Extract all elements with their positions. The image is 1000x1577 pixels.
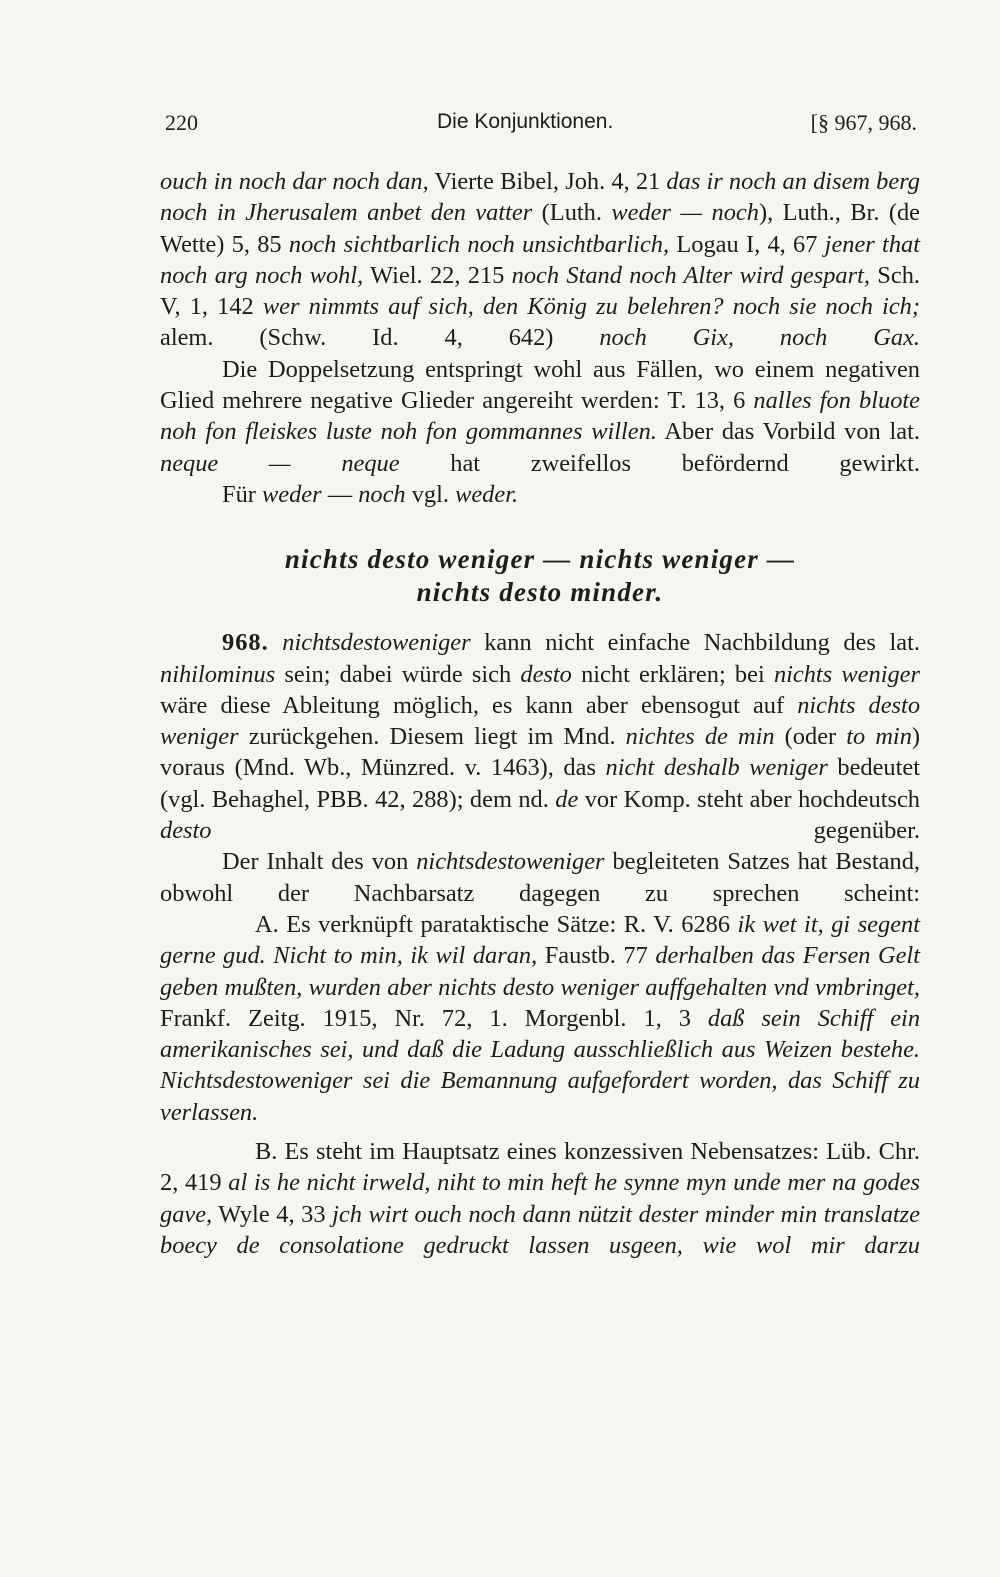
text-run: hat zweifellos befördernd gewirkt. [399, 449, 920, 477]
italic-quote: noch [358, 480, 406, 508]
text-run: B. Es steht im Hauptsatz eines konzessiven Nebensatzes: Lüb. Chr. 2, 419 [160, 1138, 920, 1197]
text-run: Vierte Bibel, Joh. 4, 21 [428, 168, 667, 195]
running-header [165, 110, 917, 142]
italic-quote: nihilominus [160, 660, 276, 688]
text-run: alem. (Schw. Id. 4, 642) [160, 324, 600, 352]
italic-quote: nichtes de min [625, 723, 775, 751]
italic-quote: noch Gix, noch Gax. [599, 324, 920, 352]
text-run: sein; dabei würde sich [275, 660, 521, 688]
italic-quote: ik wet it, gi segent gerne gud. Nicht to min, ik wil daran, [160, 910, 920, 970]
italic-quote: weder — noch [611, 199, 759, 227]
text-run: wäre diese Ableitung möglich, es kann aber ebensogut auf [160, 691, 798, 719]
italic-quote: noch Stand noch Alter wird gespart, [511, 261, 870, 289]
text-run: Die Doppelsetzung entspringt wohl aus Fällen, wo einem negativen Glied mehrere negative Glieder angereiht werden: T. 13, 6 [160, 355, 920, 415]
italic-quote: nichtsdestoweniger [282, 629, 471, 657]
text-run: (Luth. [532, 199, 612, 227]
text-run: begleiteten Satzes hat Bestand, obwohl der Nachbarsatz dagegen zu sprechen scheint: [160, 848, 920, 907]
italic-quote: nalles fon bluote noh fon fleiskes luste noh fon gommannes willen. [160, 387, 920, 446]
italic-quote: to min [846, 723, 912, 751]
italic-quote: desto [520, 660, 572, 688]
section-heading [160, 543, 920, 609]
paragraph-968-content [160, 846, 920, 909]
paragraph-968-b [160, 1136, 920, 1261]
italic-quote: daß sein Schiff ein amerikanisches sei, und daß die Ladung ausschließlich aus Weizen bestehe. Nichtsdestoweniger sei die Bemannung aufgefordert worden, das Schiff zu verlassen. [160, 1004, 921, 1126]
text-run: gegenüber. [211, 817, 920, 845]
text-run: ) voraus (Mnd. Wb., Münzred. v. 1463), das [160, 723, 921, 782]
italic-quote: neque — neque [160, 449, 400, 477]
italic-quote: das ir noch an disem berg noch in Jherusalem anbet den vatter [160, 168, 920, 227]
text-run: zurückgehen. Diesem liegt im Mnd. [238, 723, 626, 751]
paragraph-967-examples [160, 166, 920, 354]
paragraph-967-crossref [160, 479, 920, 510]
paragraph-968-a [160, 909, 920, 1128]
text-run: Logau I, 4, 67 [669, 230, 825, 258]
text-run: bedeutet (vgl. Behaghel, PBB. 42, 288); dem nd. [160, 754, 920, 813]
paragraph-967-explanation [160, 354, 920, 479]
running-title: Die Konjunktionen. [437, 110, 614, 133]
text-run: Sch. V, 1, 142 [160, 261, 920, 321]
text-run: vgl. [405, 480, 456, 508]
italic-quote: al is he nicht irweld, niht to min heft he synne myn unde mer na godes gave, [160, 1169, 920, 1228]
text-run: Frankf. Zeitg. 1915, Nr. 72, 1. Morgenbl. 1, 3 [160, 1004, 708, 1032]
paragraph-968-intro-text [160, 629, 920, 844]
italic-quote: jener that noch arg noch wohl, [160, 230, 921, 289]
italic-quote: weder. [455, 480, 519, 508]
page-number: 220 [165, 110, 198, 135]
text-run: A. Es verknüpft parataktische Sätze: R. V. 6286 [255, 910, 738, 938]
italic-quote: wer nimmts auf sich, den König zu belehren? noch sie noch ich; [262, 293, 920, 321]
italic-quote: nichts desto weniger [160, 691, 921, 751]
text-run: Für [222, 480, 262, 508]
text-run: Aber das Vorbild von lat. [656, 418, 920, 446]
italic-quote: noch sichtbarlich noch unsichtbarlich, [288, 230, 670, 258]
italic-quote: ouch in noch dar noch dan, [160, 168, 429, 195]
section-number: 968. [222, 629, 269, 657]
italic-quote: desto [160, 817, 212, 845]
page-body [160, 166, 920, 1261]
text-run: Wiel. 22, 215 [363, 261, 512, 289]
italic-quote: weder [261, 480, 322, 508]
text-run: nicht erklären; bei [571, 660, 774, 688]
text-run: Der Inhalt des von [222, 848, 417, 876]
section-reference: [§ 967, 968. [810, 110, 917, 135]
text-run: ), Luth., Br. (de Wette) 5, 85 [160, 199, 920, 258]
text-run: Faustb. 77 [537, 942, 656, 970]
italic-quote: nicht deshalb weniger [605, 754, 828, 782]
text-run: — [321, 480, 359, 508]
section-heading-line-2: nichts desto minder. [416, 577, 664, 608]
italic-quote: derhalben das Fersen Gelt geben mußten, wurden aber nichts desto weniger auffgehalten vnd vmbringet, [160, 942, 920, 1001]
italic-quote: nichts weniger [773, 660, 920, 688]
paragraph-968-intro [160, 627, 920, 846]
text-run: kann nicht einfache Nachbildung des lat. [470, 629, 920, 657]
italic-quote: jch wirt ouch noch dann nützit dester minder min translatze boecy de consolatione gedruckt lassen usgeen, wie wol mir darzu [160, 1200, 920, 1259]
text-run: Wyle 4, 33 [212, 1200, 333, 1228]
italic-quote: nichtsdestoweniger [416, 848, 605, 876]
italic-quote: de [555, 785, 579, 813]
text-run: (oder [774, 723, 847, 751]
section-heading-line-1: nichts desto weniger — nichts weniger — [284, 544, 796, 575]
text-run: vor Komp. steht aber hochdeutsch [578, 785, 920, 813]
